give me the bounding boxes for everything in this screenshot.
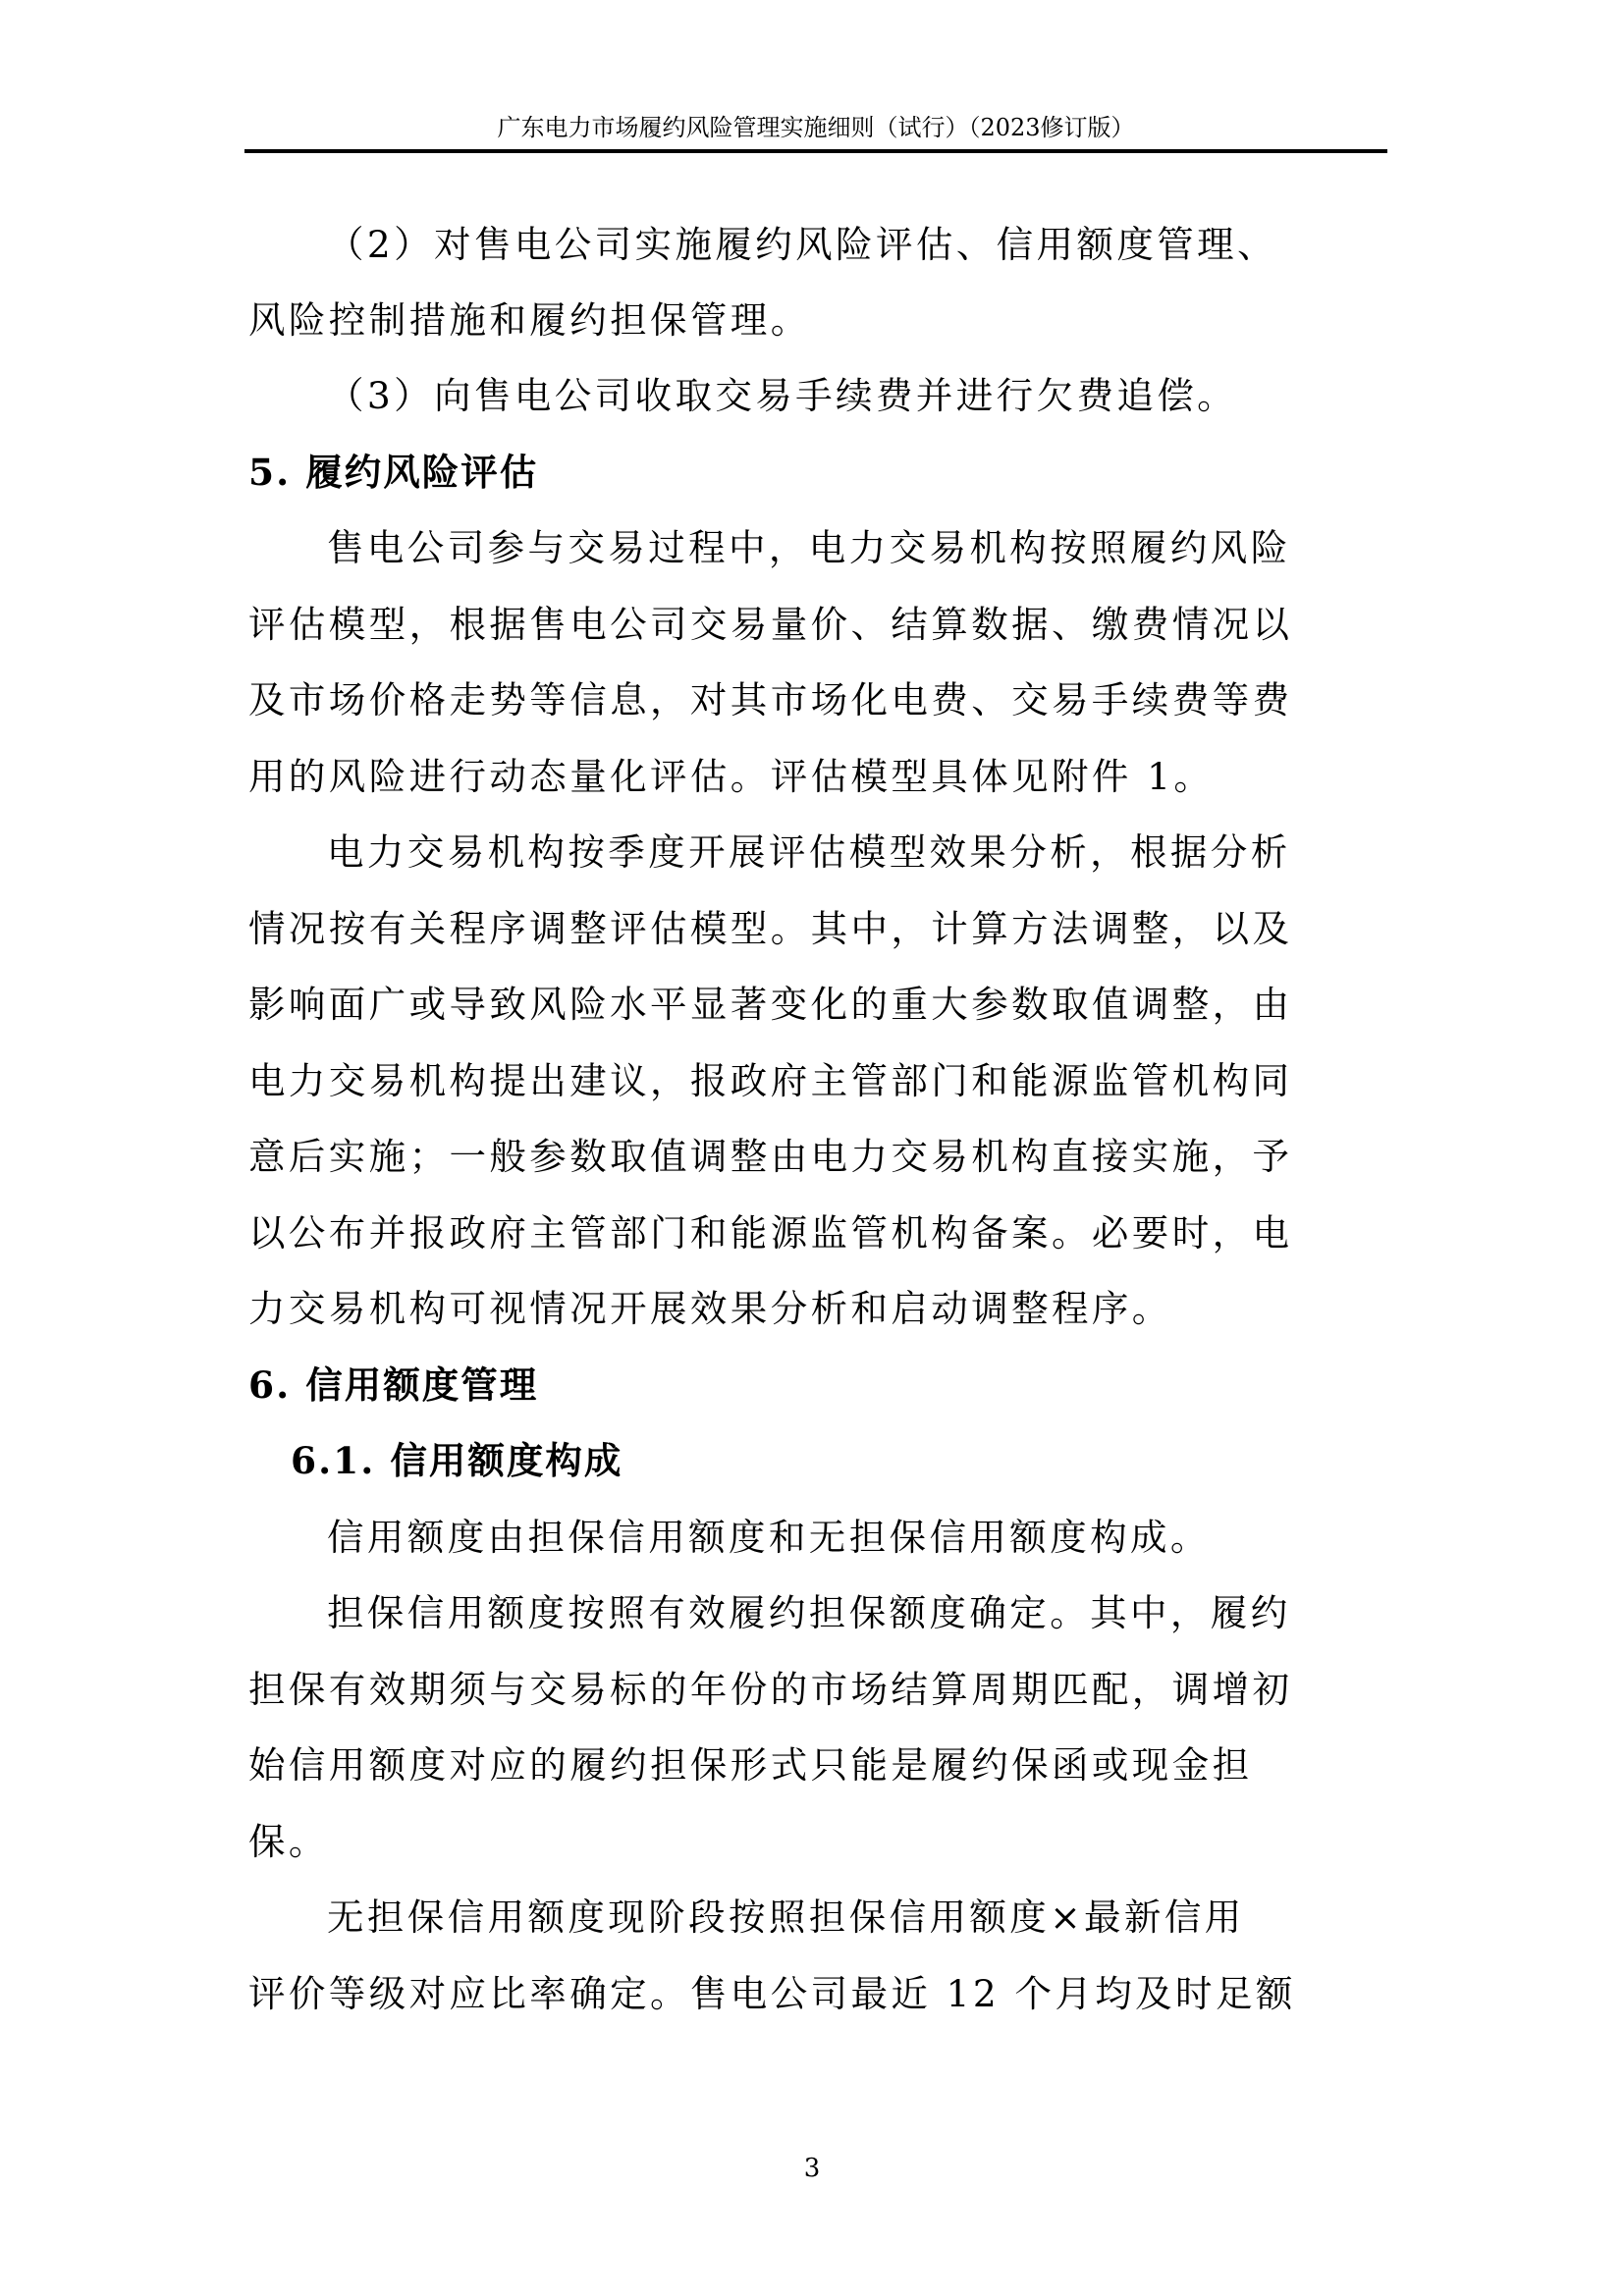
paragraph-first-line: 无担保信用额度现阶段按照担保信用额度×最新信用 (327, 1896, 1245, 1939)
paragraph-line: 担保有效期须与交易标的年份的市场结算周期匹配，调增初 (248, 1668, 1293, 1711)
paragraph-line: 情况按有关程序调整评估模型。其中，计算方法调整，以及 (248, 907, 1293, 950)
paragraph-line: 评价等级对应比率确定。售电公司最近 12 个月均及时足额 (248, 1972, 1296, 2015)
paragraph-line: 评估模型，根据售电公司交易量价、结算数据、缴费情况以 (248, 603, 1293, 646)
section-heading: 5. 履约风险评估 (248, 451, 539, 494)
paragraph-line: 及市场价格走势等信息，对其市场化电费、交易手续费等费 (248, 678, 1293, 721)
section-heading: 6. 信用额度管理 (248, 1363, 539, 1407)
paragraph-first-line: 担保信用额度按照有效履约担保额度确定。其中，履约 (327, 1591, 1291, 1634)
paragraph-line: 以公布并报政府主管部门和能源监管机构备案。必要时，电 (248, 1211, 1293, 1255)
paragraph-line: 风险控制措施和履约担保管理。 (248, 298, 811, 342)
page-number: 3 (803, 2154, 821, 2183)
paragraph-first-line: （2）对售电公司实施履约风险评估、信用额度管理、 (327, 223, 1277, 266)
paragraph-line: 意后实施；一般参数取值调整由电力交易机构直接实施，予 (248, 1135, 1293, 1178)
paragraph-line: 影响面广或导致风险水平显著变化的重大参数取值调整，由 (248, 983, 1293, 1026)
paragraph-line: 电力交易机构提出建议，报政府主管部门和能源监管机构同 (248, 1059, 1293, 1102)
header-divider (244, 149, 1387, 153)
paragraph-line: 力交易机构可视情况开展效果分析和启动调整程序。 (248, 1287, 1172, 1330)
paragraph-first-line: 电力交易机构按季度开展评估模型效果分析，根据分析 (327, 830, 1291, 874)
paragraph-first-line: 信用额度由担保信用额度和无担保信用额度构成。 (327, 1516, 1211, 1559)
paragraph-line: 保。 (248, 1820, 329, 1863)
running-header: 广东电力市场履约风险管理实施细则（试行）（2023修订版） (497, 114, 1135, 141)
paragraph-first-line: 售电公司参与交易过程中，电力交易机构按照履约风险 (327, 526, 1291, 569)
subsection-heading: 6.1. 信用额度构成 (291, 1439, 623, 1482)
paragraph-first-line: （3）向售电公司收取交易手续费并进行欠费追偿。 (327, 374, 1238, 417)
paragraph-line: 始信用额度对应的履约担保形式只能是履约保函或现金担 (248, 1743, 1253, 1787)
paragraph-line: 用的风险进行动态量化评估。评估模型具体见附件 1。 (248, 755, 1215, 798)
